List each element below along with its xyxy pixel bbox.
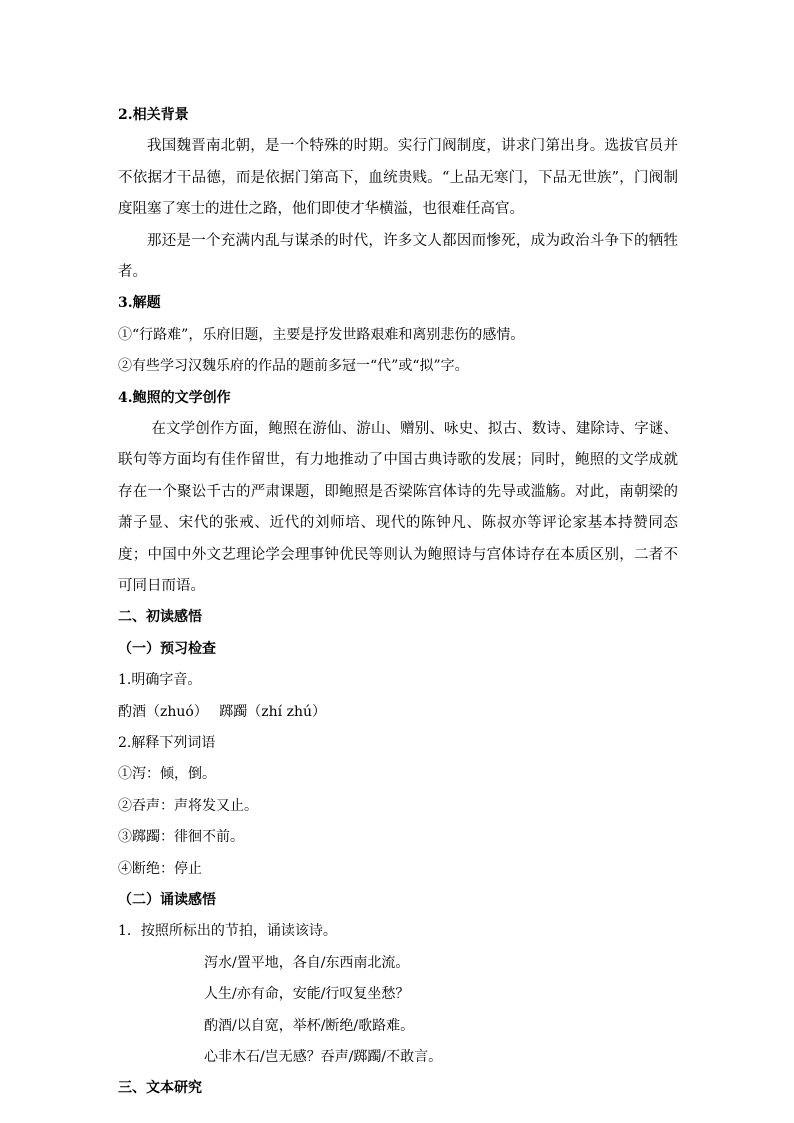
question-pronunciation: 1.明确字音。 [118, 672, 202, 689]
definition-item-4: ④断绝：停止 [118, 860, 202, 877]
subheading-recitation: （二）诵读感悟 [118, 891, 216, 908]
poem-line-1: 泻水/置平地，各自/东西南北流。 [204, 954, 410, 971]
section-heading-literary-creation: 4.鲍照的文学创作 [118, 389, 231, 406]
poem-line-3: 酌酒/以自宽，举杯/断绝/歌路难。 [204, 1017, 415, 1034]
pinyin-line: 酌酒（zhuó） 踯躅（zhí zhú） [118, 703, 327, 720]
part-heading-text-study: 三、文本研究 [118, 1080, 202, 1097]
background-paragraph-1: 我国魏晋南北朝，是一个特殊的时期。实行门阀制度，讲求门第出身。选拔官员并不依据才干品德，而是依据门第高下，血统贵贱。“上品无寒门，下品无世族”，门阀制度阻塞了寒士的进仕之路，他们即使才华横溢，也很难任高官。 [118, 138, 678, 218]
section-heading-background: 2.相关背景 [118, 107, 189, 123]
literary-creation-paragraph: 在文学创作方面，鲍照在游仙、游山、赠别、咏史、拟古、数诗、建除诗、字谜、联句等方面均有佳作留世，有力地推动了中国古典诗歌的发展；同时，鲍照的文学成就存在一个聚讼千古的严肃课题，即鲍照是否梁陈宫体诗的先导或滥觞。对此，南朝梁的萧子显、宋代的张戒、近代的刘师培、现代的陈钟凡、陈叔亦等评论家基本持赞同态度；中国中外文艺理论学会理事钟优民等则认为鲍照诗与宫体诗存在本质区别，二者不可同日而语。 [118, 420, 678, 595]
definition-item-1: ①泻：倾，倒。 [118, 766, 216, 783]
part-heading-initial-reading: 二、初读感悟 [118, 609, 202, 626]
title-explanation-item-1: ①“行路难”，乐府旧题，主要是抒发世路艰难和离别悲伤的感情。 [118, 326, 525, 343]
section-heading-title-explanation: 3.解题 [118, 295, 161, 312]
definition-item-2: ②吞声：声将发又止。 [118, 797, 258, 814]
document-page [118, 100, 678, 1105]
question-definitions: 2.解释下列词语 [118, 734, 216, 751]
recitation-instruction: 1．按照所标出的节拍，诵读该诗。 [118, 923, 337, 940]
poem-line-2: 人生/亦有命，安能/行叹复坐愁？ [204, 986, 410, 1003]
poem-line-4: 心非木石/岂无感？吞声/踯躅/不敢言。 [204, 1048, 443, 1065]
title-explanation-item-2: ②有些学习汉魏乐府的作品的题前多冠一“代”或“拟”字。 [118, 358, 469, 375]
definition-item-3: ③踯躅：徘徊不前。 [118, 829, 244, 846]
background-paragraph-2: 那还是一个充满内乱与谋杀的时代，许多文人都因而惨死，成为政治斗争下的牺牲者。 [118, 232, 678, 281]
subheading-preview-check: （一）预习检查 [118, 640, 216, 657]
